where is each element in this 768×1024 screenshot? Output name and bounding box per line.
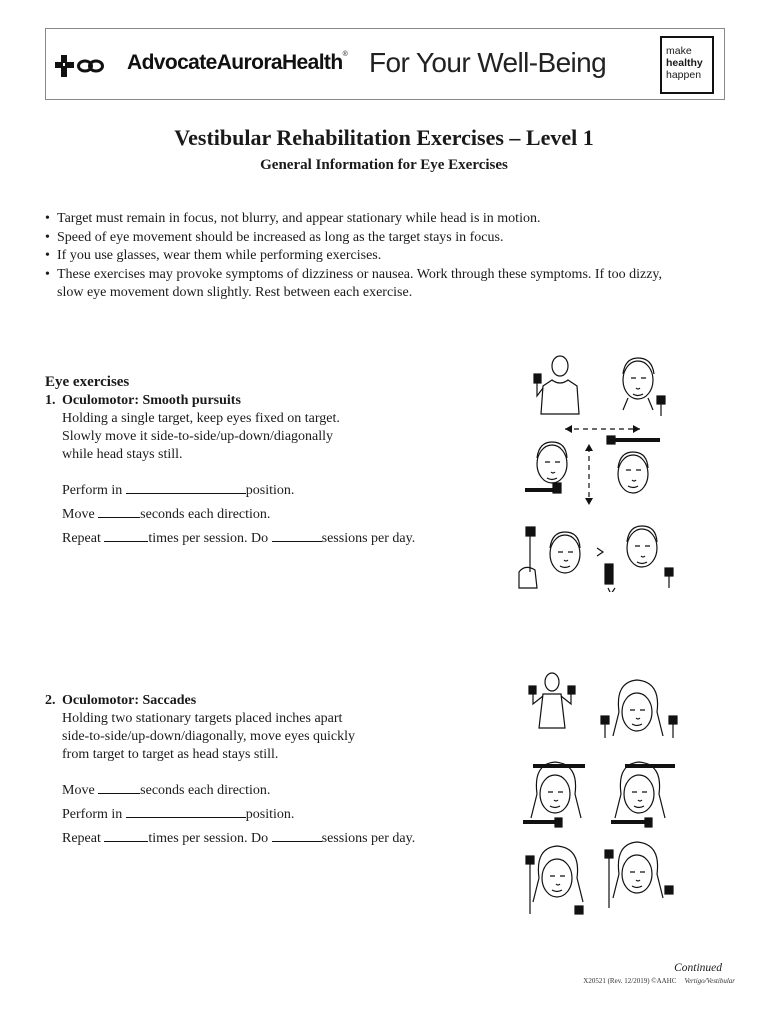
times-blank[interactable] xyxy=(104,829,148,842)
face-diagonal-targets-alt-figure xyxy=(611,762,675,827)
seconds-blank[interactable] xyxy=(98,781,140,794)
exercise-saccades xyxy=(45,692,415,848)
seconds-blank[interactable] xyxy=(98,505,140,518)
exercise-number: 2. xyxy=(45,693,56,708)
perform-position-field: Perform in position. xyxy=(62,483,295,498)
section-title: Eye exercises xyxy=(45,374,130,390)
face-diagonal-targets-figure xyxy=(597,526,673,592)
exercise-number: 1. xyxy=(45,393,56,408)
position-blank[interactable] xyxy=(126,481,246,494)
tagline: For Your Well-Being xyxy=(369,47,607,78)
face-vertical-targets-figure xyxy=(526,846,583,914)
list-item: • Speed of eye movement should be increased as long as the target stays in focus. xyxy=(45,229,685,248)
advocate-aurora-logo-icon xyxy=(54,53,126,79)
form-code: X20521 (Rev. 12/2019) ©AAHC Vertigo/Vestibular xyxy=(583,977,735,985)
perform-position-field: Perform in position. xyxy=(62,807,295,822)
repeat-field: Repeat times per session. Do sessions per day. xyxy=(62,531,416,546)
position-blank[interactable] xyxy=(126,805,246,818)
move-seconds-field: Move seconds each direction. xyxy=(62,783,271,798)
exercise-heading xyxy=(45,392,415,410)
person-holding-target-figure xyxy=(534,356,579,414)
exercise-instruction: Holding two stationary targets placed inches apart xyxy=(62,711,343,726)
exercise-instruction: Slowly move it side-to-side/up-down/diagonally xyxy=(62,429,334,444)
list-item: • If you use glasses, wear them while performing exercises. xyxy=(45,247,685,266)
face-vertical-targets-alt-figure xyxy=(605,842,673,908)
exercise-instruction: side-to-side/up-down/diagonally, move eyes quickly xyxy=(62,729,356,744)
face-looking-up-figure xyxy=(607,436,660,493)
repeat-field: Repeat times per session. Do sessions per day. xyxy=(62,831,416,846)
exercise-smooth-pursuits xyxy=(45,392,415,548)
face-side-targets-figure xyxy=(601,680,677,738)
list-item: • These exercises may provoke symptoms of dizziness or nausea. Work through these symptoms. If too dizzy, slow eye movement down slightly. Rest between each exercise. xyxy=(45,266,685,303)
badge-line-3: happen xyxy=(666,69,702,81)
badge-line-1: make xyxy=(666,45,692,57)
exercise-instruction: from target to target as head stays still. xyxy=(62,747,279,762)
page-title: Vestibular Rehabilitation Exercises – Level 1 xyxy=(174,125,594,150)
saccades-illustration xyxy=(515,668,690,918)
smooth-pursuits-illustration xyxy=(515,352,690,592)
hand-target-figure xyxy=(519,527,537,588)
face-diagonal-figure xyxy=(550,532,580,573)
face-front-figure xyxy=(623,358,665,416)
face-diagonal-targets-figure xyxy=(523,762,585,827)
exercise-heading xyxy=(45,692,415,710)
make-healthy-happen-badge xyxy=(660,36,714,94)
general-info-list xyxy=(45,210,685,303)
move-seconds-field: Move seconds each direction. xyxy=(62,507,271,522)
exercise-instruction: while head stays still. xyxy=(62,447,183,462)
badge-line-2: healthy xyxy=(666,57,703,69)
list-item: • Target must remain in focus, not blurry, and appear stationary while head is in motion. xyxy=(45,210,685,229)
brand-name: AdvocateAuroraHealth® xyxy=(127,51,348,74)
sessions-blank[interactable] xyxy=(272,529,322,542)
exercise-title: Oculomotor: Smooth pursuits xyxy=(62,393,241,408)
exercise-title: Oculomotor: Saccades xyxy=(62,693,197,708)
header-banner xyxy=(45,28,725,100)
page-subtitle: General Information for Eye Exercises xyxy=(260,157,508,173)
face-looking-left-figure xyxy=(525,442,567,493)
exercise-instruction: Holding a single target, keep eyes fixed on target. xyxy=(62,411,340,426)
times-blank[interactable] xyxy=(104,529,148,542)
sessions-blank[interactable] xyxy=(272,829,322,842)
continued-label: Continued xyxy=(674,962,722,974)
person-holding-two-targets-figure xyxy=(529,673,575,728)
